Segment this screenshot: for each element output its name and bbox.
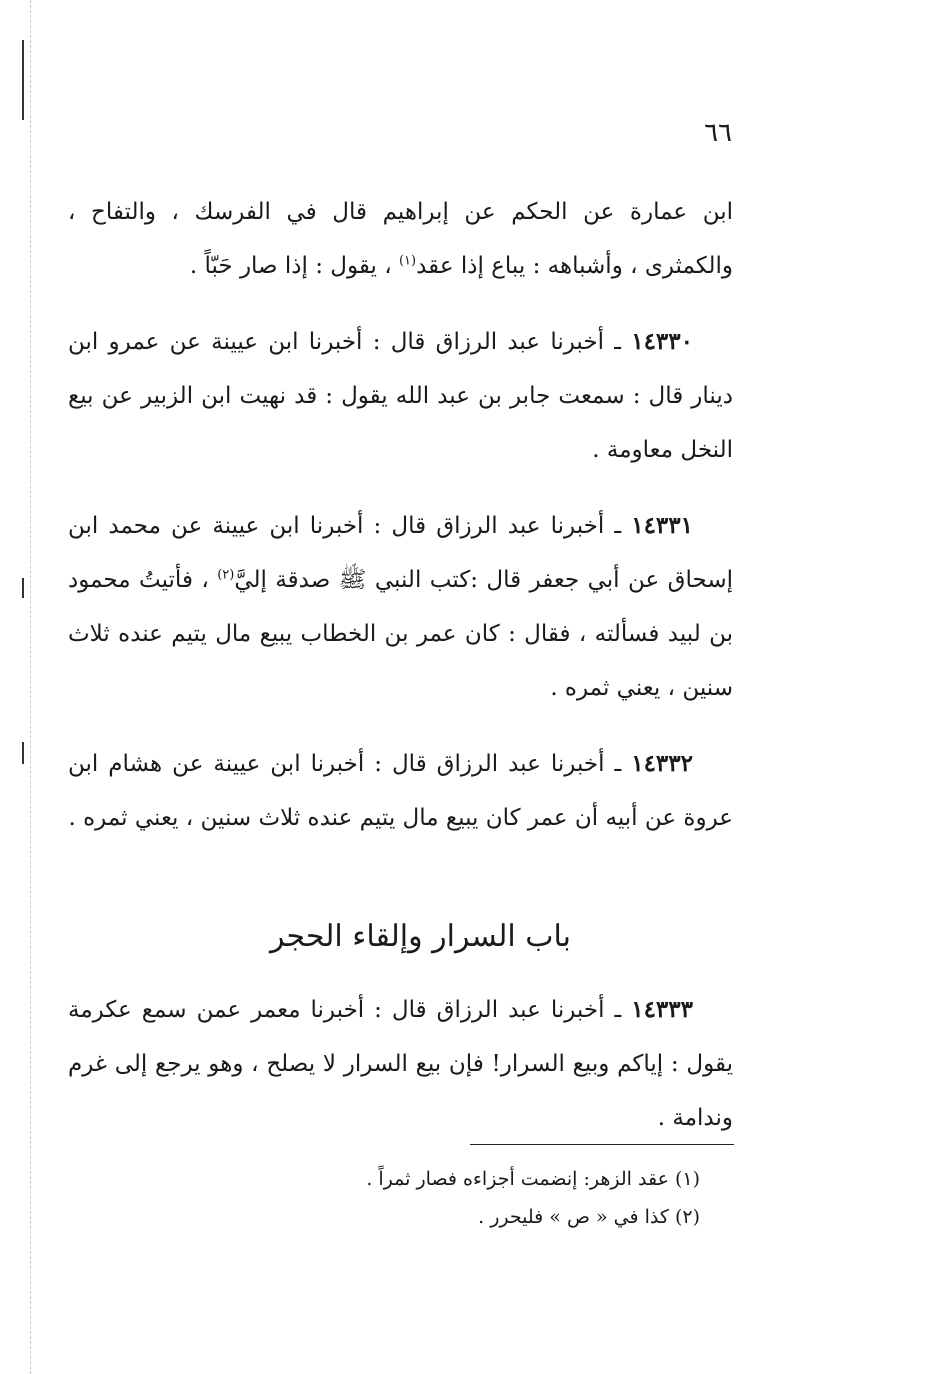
paragraph-text: ، يقول : إذا صار حَبّاً .	[189, 253, 399, 279]
hadith-number: ١٤٣٣٢	[631, 750, 693, 777]
hadith-paragraph	[68, 315, 733, 477]
hadith-paragraph	[68, 737, 733, 845]
paragraph-text: ـ أخبرنا عبد الرزاق قال : أخبرنا معمر عمن سمع عكرمة يقول : إياكم وبيع السرار! فإن بيع السرار لا يصلح ، وهو يرجع إلى غرم وندامة .	[68, 997, 733, 1131]
hadith-number: ١٤٣٣٠	[631, 328, 693, 355]
scan-edge-mark	[22, 578, 24, 598]
hadith-paragraph	[68, 499, 733, 715]
hadith-number: ١٤٣٣٣	[631, 996, 693, 1023]
chapter-heading-text: باب السرار وإلقاء الحجر	[269, 919, 572, 954]
paragraph	[68, 185, 733, 293]
hadith-number: ١٤٣٣١	[631, 512, 693, 539]
footnotes	[240, 1160, 700, 1236]
page-number: ٦٦	[704, 118, 732, 148]
scan-margin-line	[30, 0, 31, 1374]
paragraph-text: ، فأتيتُ محمود بن لبيد فسألته ، فقال : كان عمر بن الخطاب يبيع مال يتيم عنده ثلاث سنين ، يعني ثمره .	[68, 567, 733, 701]
scan-edge-mark	[22, 742, 24, 764]
footnote-ref: (٢)	[217, 567, 235, 583]
footnote-ref: (١)	[398, 253, 417, 269]
footnote: (١) عقد الزهر: إنضمت أجزاءه فصار ثمراً .	[366, 1168, 700, 1190]
hadith-paragraph	[68, 983, 733, 1145]
chapter-heading	[68, 907, 733, 967]
paragraph-text: ـ أخبرنا عبد الرزاق قال : أخبرنا ابن عيينة عن محمد ابن إسحاق عن أبي جعفر قال :كتب النبي ﷺ صدقة إليَّ	[68, 513, 733, 593]
paragraph-text: ـ أخبرنا عبد الرزاق قال : أخبرنا ابن عيينة عن عمرو ابن دينار قال : سمعت جابر بن عبد الله يقول : قد نهيت ابن الزبير عن بيع النخل معاومة .	[68, 329, 733, 463]
main-text	[68, 185, 733, 1145]
scan-edge-mark	[22, 40, 24, 120]
paragraph-text: ـ أخبرنا عبد الرزاق قال : أخبرنا ابن عيينة عن هشام ابن عروة عن أبيه أن عمر كان يبيع مال يتيم عنده ثلاث سنين ، يعني ثمره .	[68, 751, 733, 831]
footnote-separator	[470, 1144, 734, 1145]
paragraph-text: ابن عمارة عن الحكم عن إبراهيم قال في الفرسك ، والتفاح ، والكمثرى ، وأشباهه : يباع إذا عقد	[68, 199, 733, 279]
footnote: (٢) كذا في « ص » فليحرر .	[478, 1206, 700, 1228]
